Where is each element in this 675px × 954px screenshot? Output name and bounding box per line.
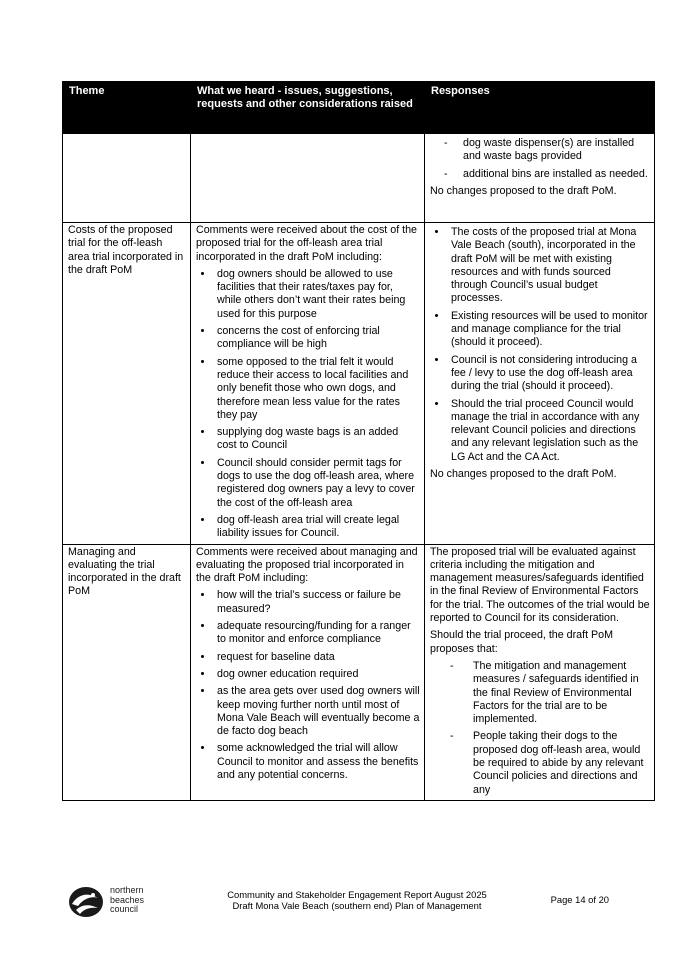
list-item: • as the area gets over used dog owners will keep moving further north until most of Mona Vale Beach will eventually become a de facto dog beach <box>214 685 420 738</box>
list-item: • The costs of the proposed trial at Mona Vale Beach (south), incorporated in the draft PoM will be met with existing resources and with funds sourced through Council’s usual budget processes. <box>448 226 650 306</box>
heard-list <box>196 268 420 541</box>
list-item: • Council is not considering introducing a fee / levy to use the dog off-leash area during the trial (should it proceed). <box>448 354 650 394</box>
response-paragraph: The proposed trial will be evaluated against criteria including the mitigation and management measures/safeguards identified in the final Review of Environmental Factors for the trial. The outcomes of the trial would be reported to Council for its consideration. <box>430 545 650 625</box>
response-paragraph: Should the trial proceed, the draft PoM proposes that: <box>430 629 613 655</box>
list-item: • concerns the cost of enforcing trial compliance will be high <box>214 325 420 352</box>
response-cell <box>425 544 655 800</box>
response-dash-list <box>430 660 650 797</box>
list-item: • some acknowledged the trial will allow Council to monitor and assess the benefits and any potential concerns. <box>214 742 420 782</box>
list-item: • request for baseline data <box>214 651 420 664</box>
response-cell <box>425 134 655 223</box>
list-item: - dog waste dispenser(s) are installed and waste bags provided <box>460 137 650 164</box>
list-item: • how will the trial’s success or failure be measured? <box>214 589 420 616</box>
header-theme: Theme <box>63 82 191 134</box>
list-item: • adequate resourcing/funding for a ranger to monitor and enforce compliance <box>214 620 420 647</box>
response-conclusion: No changes proposed to the draft PoM. <box>430 184 617 197</box>
footer-report-title: Community and Stakeholder Engagement Report August 2025 Draft Mona Vale Beach (southern end) Plan of Management <box>227 889 487 911</box>
heard-cell <box>191 134 425 223</box>
heard-list <box>196 589 420 782</box>
table-row <box>63 134 655 223</box>
table-header-row <box>63 82 655 134</box>
list-item: • Existing resources will be used to monitor and manage compliance for the trial (should it proceed). <box>448 310 650 350</box>
list-item: • dog owner education required <box>214 668 420 681</box>
council-logo-icon <box>66 884 106 920</box>
response-dash-list <box>430 137 650 181</box>
council-logo-text: northern beaches council <box>110 885 145 914</box>
response-list <box>430 226 650 464</box>
list-item: - additional bins are installed as needed. <box>460 168 650 181</box>
list-item: • dog off-leash area trial will create legal liability issues for Council. <box>214 514 420 541</box>
list-item: • supplying dog waste bags is an added cost to Council <box>214 426 420 453</box>
theme-cell <box>63 134 191 223</box>
heard-cell <box>191 223 425 545</box>
list-item: • dog owners should be allowed to use facilities that their rates/taxes pay for, while others don’t want their rates being used for this purpose <box>214 268 420 321</box>
engagement-table <box>62 81 655 801</box>
theme-cell: Costs of the proposed trial for the off-leash area trial incorporated in the draft PoM <box>63 223 191 545</box>
list-item: • Should the trial proceed Council would manage the trial in accordance with any relevant Council policies and directions and any relevant legislation such as the LG Act and the CA Act. <box>448 398 650 464</box>
list-item: • some opposed to the trial felt it would reduce their access to local facilities and only benefit those who own dogs, and therefore mean less value for the rates they pay <box>214 356 420 422</box>
list-item: - People taking their dogs to the proposed dog off-leash area, would be required to abide by any relevant Council policies and directions and any <box>470 730 650 796</box>
theme-cell: Managing and evaluating the trial incorporated in the draft PoM <box>63 544 191 800</box>
heard-cell <box>191 544 425 800</box>
heard-intro: Comments were received about managing and evaluating the proposed trial incorporated in the draft PoM including: <box>196 545 418 585</box>
response-conclusion: No changes proposed to the draft PoM. <box>430 468 617 481</box>
header-what-we-heard: What we heard - issues, suggestions, requests and other considerations raised <box>191 82 425 134</box>
heard-intro: Comments were received about the cost of the proposed trial for the off-leash area trial incorporated in the draft PoM including: <box>196 224 417 263</box>
table-row <box>63 223 655 545</box>
page-number: Page 14 of 20 <box>550 894 609 905</box>
list-item: • Council should consider permit tags for dogs to use the dog off-leash area, where registered dog owners pay a levy to cover the cost of the off-leash area <box>214 457 420 510</box>
response-cell <box>425 223 655 545</box>
table-row <box>63 544 655 800</box>
page-footer <box>62 884 615 924</box>
header-responses: Responses <box>425 82 655 134</box>
list-item: - The mitigation and management measures / safeguards identified in the final Review of Environmental Factors for the trial are to be implemented. <box>470 660 650 726</box>
